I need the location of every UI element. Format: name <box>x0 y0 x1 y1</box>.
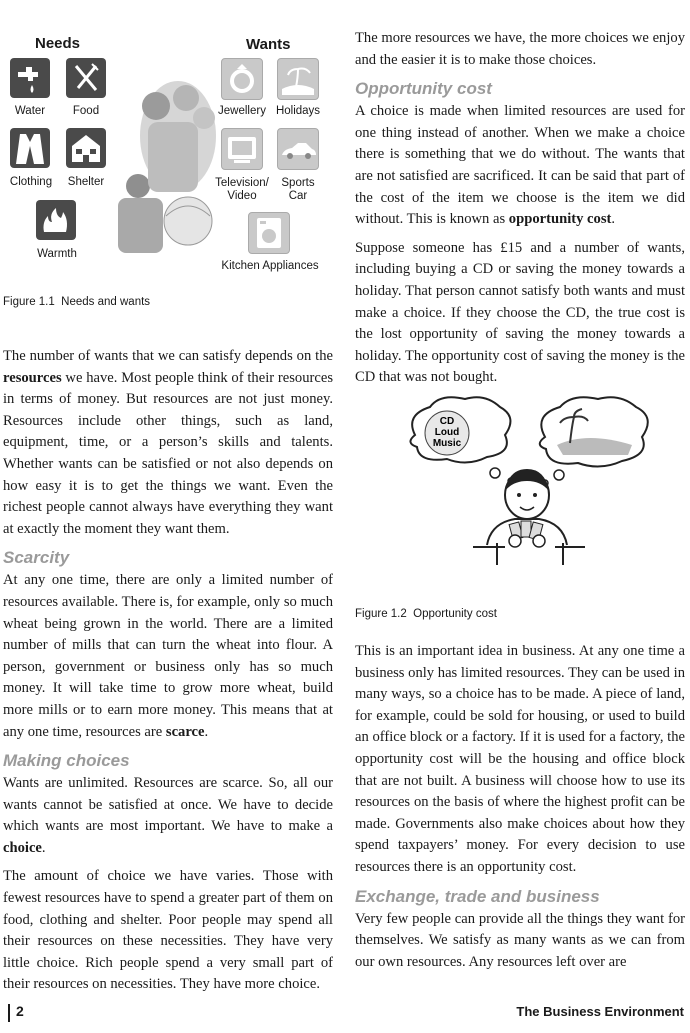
needs-label-warmth: Warmth <box>37 248 77 260</box>
paragraph-resources: The number of wants that we can satisfy depends on the resources we have. Most people think of their resources in terms of money. But resources are not just money. Resources include other things, such as land, equipment, time, or a person’s skills and talents. Whether wants can be satisfied or not also depends on how easy it is to get the things we want. Even the richest people cannot always have everything they want at exactly the moment they want them. <box>3 348 333 537</box>
paragraph-amount-of-choice: The amount of choice we have varies. Those with fewest resources have to spend a greater part of them on food, clothing and shelter. Poor people may spend all their resources on these necessities. They have very little choice. Rich people spend a very small part of their resources on necessities. They have more choice. <box>3 868 333 993</box>
cd-text-line-3: Music <box>432 438 462 449</box>
paragraph-more-resources: The more resources we have, the more choices we enjoy and the easier it is to make those choices. <box>355 30 685 68</box>
wants-title: Wants <box>246 36 291 53</box>
figure-1-2-caption <box>355 608 497 620</box>
paragraph-choices: Wants are unlimited. Resources are scarce. So, all our wants cannot be satisfied at once. We have to decide which wants are most important. We have to make a choice. <box>3 775 333 856</box>
right-column-top <box>355 28 685 396</box>
right-column-bottom <box>355 641 685 980</box>
figure-opportunity-cost <box>395 395 685 575</box>
figure-needs-and-wants <box>0 28 340 288</box>
warmth-icon <box>36 200 76 240</box>
paragraph-cd-example: Suppose someone has £15 and a number of wants, including buying a CD or saving the money towards a holiday. That person cannot satisfy both wants and must make a choice. If they choose the CD, the true cost is the lost opportunity of saving the money towards a holiday. The opportunity cost of saving the money is the CD that was not bought. <box>355 239 685 386</box>
water-icon <box>10 58 50 98</box>
paragraph-opportunity-cost: A choice is made when limited resources are used for one thing instead of another. When we make a choice there is something that we do without. The wants that are not satisfied are sacrificed. It can be said that part of the cost of the item we choose is the item we did without. This is known as opportunity cost. <box>355 103 685 228</box>
clothing-icon <box>10 128 50 168</box>
figure-1-1-caption <box>3 296 150 308</box>
needs-label-water: Water <box>14 105 46 117</box>
paragraph-business-idea: This is an important idea in business. At any one time a business only has limited resources. They can be used in many ways, so a choice has to be made. A piece of land, for example, could be sold for housing, or used to build an office block or a factory. If it is used for a factory, the opportunity cost will be the housing and office block that are not built. A business will choose how to use its resources on the basis of where the highest profit can be made. Governments also make choices about how they spend taxpayers’ money. For every decision to use resources there is an opportunity cost. <box>355 643 685 875</box>
keyword-scarce: scarce <box>165 723 205 740</box>
wants-label-kitchen-appliances: Kitchen Appliances <box>221 260 319 272</box>
paragraph-exchange: Very few people can provide all the things they want for themselves. We satisfy as many wants as we can from our own resources. Any resources left over are <box>355 910 685 970</box>
cd-text-line-2: Loud <box>434 427 460 438</box>
caption-text: Needs and wants <box>61 296 151 308</box>
page-footer <box>0 1002 690 1024</box>
wants-label-jewellery: Jewellery <box>218 105 266 117</box>
keyword-opportunity-cost: opportunity cost <box>508 211 612 228</box>
sports-car-icon <box>277 128 319 170</box>
jewellery-icon <box>221 58 263 100</box>
caption-label: Figure 1.2 <box>355 608 407 620</box>
shelter-icon <box>66 128 106 168</box>
caption-text: Opportunity cost <box>413 608 497 620</box>
keyword-choice: choice <box>3 839 42 856</box>
book-title: The Business Environment <box>516 1004 684 1019</box>
heading-exchange-trade-business: Exchange, trade and business <box>355 886 600 906</box>
caption-label: Figure 1.1 <box>3 296 55 308</box>
family-photo <box>108 76 220 254</box>
heading-opportunity-cost: Opportunity cost <box>355 79 492 99</box>
needs-label-food: Food <box>72 105 100 117</box>
needs-label-clothing: Clothing <box>9 176 53 188</box>
paragraph-scarcity: At any one time, there are only a limited number of resources available. There is, for example, only so much wheat being grown in the world. There are a limited number of mills that can turn the wheat into flour. A person, government or business only has so much money. It will take time to grow more wheat, build more mills or to earn more money. This means that at any one time, resources are scarce. <box>3 572 333 740</box>
television-icon <box>221 128 263 170</box>
wants-label-television: Television/ Video <box>215 177 269 202</box>
wants-label-sports-car: Sports Car <box>281 177 315 202</box>
heading-scarcity: Scarcity <box>3 548 70 568</box>
page-number: 2 <box>16 1003 24 1019</box>
needs-label-shelter: Shelter <box>67 176 105 188</box>
left-column <box>3 346 333 1003</box>
food-icon <box>66 58 106 98</box>
page-number-divider <box>8 1004 10 1022</box>
kitchen-appliances-icon <box>248 212 290 254</box>
holidays-icon <box>277 58 319 100</box>
heading-making-choices: Making choices <box>3 751 130 771</box>
keyword-resources: resources <box>3 369 62 386</box>
cd-text-line-1: CD <box>439 416 455 427</box>
needs-title: Needs <box>35 35 81 52</box>
wants-label-holidays: Holidays <box>275 105 321 117</box>
